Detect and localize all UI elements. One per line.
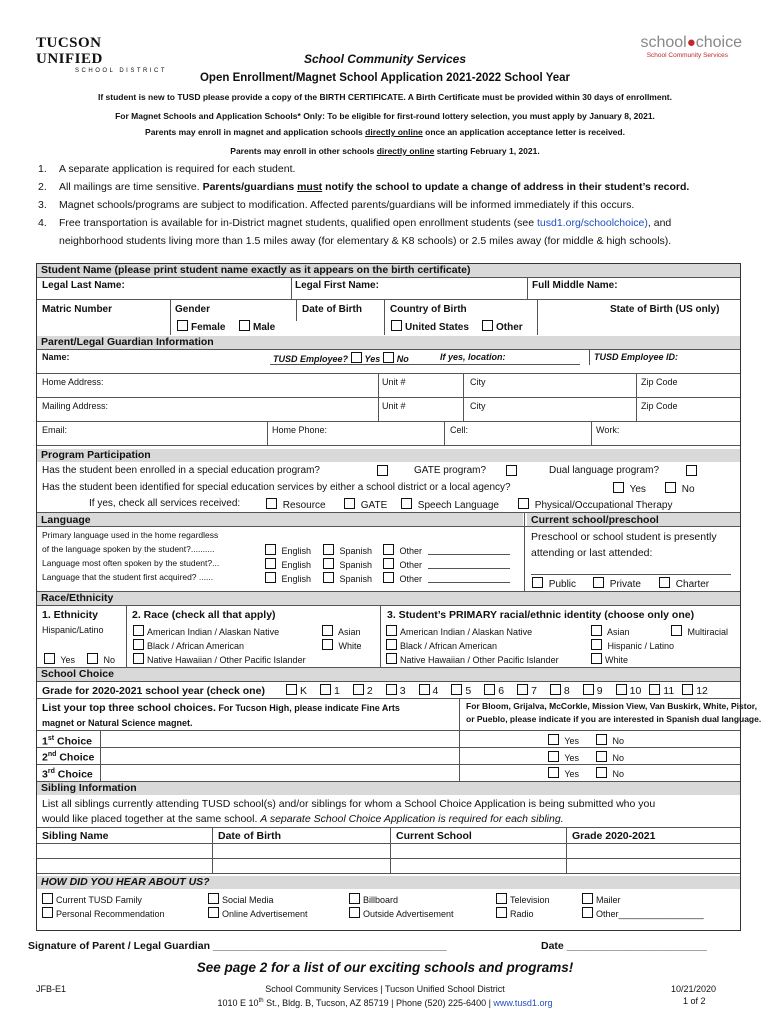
primary-hawaiian[interactable]: Native Hawaiian / Other Pacific Islander — [386, 653, 559, 666]
grade-option-12[interactable] — [682, 684, 708, 697]
grade-8-checkbox[interactable] — [550, 684, 561, 695]
choices-instruction: List your top three school choices. For Tucson High, please indicate Fine Arts — [42, 702, 400, 714]
grade-11-checkbox[interactable] — [649, 684, 660, 695]
grade-label-6: 6 — [498, 685, 505, 697]
label-matric: Matric Number — [42, 304, 113, 315]
grade-label-9: 9 — [596, 685, 603, 697]
rule-1: 1. A separate application is required for each student. — [38, 163, 296, 175]
hispanic-no-checkbox[interactable] — [87, 653, 98, 664]
grade-option-8[interactable] — [550, 684, 570, 697]
grade-7-checkbox[interactable] — [517, 684, 528, 695]
gender-female[interactable]: Female — [177, 320, 225, 334]
grade-4-checkbox[interactable] — [419, 684, 430, 695]
grade-label-10: 10 — [629, 685, 642, 697]
lang3-other-checkbox[interactable] — [383, 572, 394, 583]
grade-1-checkbox[interactable] — [320, 684, 331, 695]
current-private[interactable]: Private — [593, 577, 641, 591]
grade-k-checkbox[interactable] — [286, 684, 297, 695]
logo-sub: School Community Services — [646, 52, 728, 59]
primary-asian[interactable]: Asian — [591, 625, 630, 638]
primary-asian-checkbox[interactable] — [591, 625, 602, 636]
race-white[interactable]: White — [322, 639, 362, 652]
grade-option-6[interactable] — [484, 684, 504, 697]
page-subtitle: Open Enrollment/Magnet School Application 2021-2022 School Year — [199, 72, 570, 84]
gender-male[interactable]: Male — [239, 320, 275, 334]
grade-9-checkbox[interactable] — [583, 684, 594, 695]
choice-2-yes[interactable]: Yes — [548, 751, 579, 764]
grade-option-7[interactable] — [517, 684, 537, 697]
q-gate: GATE program? — [414, 465, 487, 476]
choices-instruction-2: magnet or Natural Science magnet. — [42, 718, 193, 728]
program-section-header: Program Participation — [37, 449, 740, 462]
lang-q3: Language that the student first acquired? ...... — [42, 572, 214, 582]
dual-note-2: or Pueblo, please indicate if you are interested in Spanish dual language. — [466, 714, 762, 724]
lang1-english-checkbox[interactable] — [265, 544, 276, 555]
grade-label-1: 1 — [334, 685, 340, 697]
race-asian[interactable]: Asian — [322, 625, 361, 638]
identified-no-checkbox[interactable] — [665, 482, 676, 493]
label-tusd-employee: TUSD Employee? Yes No — [273, 354, 409, 364]
choice-3-label: 3rd Choice — [42, 768, 93, 781]
lang3-spanish[interactable]: Spanish — [323, 572, 372, 585]
tusd-website-link[interactable]: www.tusd1.org — [493, 998, 553, 1008]
lang2-other-checkbox[interactable] — [383, 558, 394, 569]
race-am-indian-checkbox[interactable] — [133, 625, 144, 636]
race-hawaiian-checkbox[interactable] — [133, 653, 144, 664]
grade-label-7: 7 — [531, 685, 537, 697]
label-country: Country of Birth — [390, 304, 467, 315]
lang2-other[interactable]: Other — [383, 558, 422, 571]
primary-multiracial-checkbox[interactable] — [671, 625, 682, 636]
race-label: 2. Race (check all that apply) — [132, 609, 276, 621]
label-legal-last: Legal Last Name: — [42, 280, 125, 291]
race-asian-checkbox[interactable] — [322, 625, 333, 636]
label-cell: Cell: — [450, 425, 469, 435]
hear-billboard[interactable]: Billboard — [349, 893, 398, 906]
hear-radio-checkbox[interactable] — [496, 907, 507, 918]
choice-3-yes[interactable]: Yes — [548, 767, 579, 780]
service-pt[interactable]: Physical/Occupational Therapy — [518, 498, 672, 512]
choice-1-yes[interactable]: Yes — [548, 734, 579, 747]
choice-1-label: 1st Choice — [42, 735, 93, 748]
current-q2: attending or last attended: — [531, 547, 653, 559]
primary-multiracial[interactable]: Multiracial — [671, 625, 728, 638]
col-sibling-school: Current School — [396, 830, 472, 842]
choice-1-yes-checkbox[interactable] — [548, 734, 559, 745]
choice-2-yes-checkbox[interactable] — [548, 751, 559, 762]
primary-black[interactable]: Black / African American — [386, 639, 497, 652]
label-zip-2: Zip Code — [641, 401, 678, 411]
hear-online-ad-checkbox[interactable] — [208, 907, 219, 918]
apple-icon: ● — [686, 34, 696, 51]
footer-page: 1 of 2 — [683, 996, 706, 1006]
service-speech[interactable]: Speech Language — [401, 498, 499, 512]
label-home-phone: Home Phone: — [272, 425, 328, 435]
race-black-checkbox[interactable] — [133, 639, 144, 650]
label-parent-name: Name: — [42, 352, 70, 362]
choice-3-no[interactable]: No — [596, 767, 624, 780]
grade-option-2[interactable] — [353, 684, 373, 697]
label-full-middle: Full Middle Name: — [532, 280, 618, 291]
lang1-english[interactable]: English — [265, 544, 311, 557]
signature-line[interactable]: Signature of Parent / Legal Guardian ________________________________________ — [28, 940, 447, 952]
dual-note-1: For Bloom, Grijalva, McCorkle, Mission View, Van Buskirk, White, Pistor, — [466, 701, 757, 711]
other-country-checkbox[interactable] — [482, 320, 493, 331]
lang2-english[interactable]: English — [265, 558, 311, 571]
grade-label-4: 4 — [432, 685, 439, 697]
grade-6-checkbox[interactable] — [484, 684, 495, 695]
lang-q1a: Primary language used in the home regardless — [42, 530, 219, 540]
lang2-spanish-checkbox[interactable] — [323, 558, 334, 569]
grade-label-2: 2 — [366, 685, 373, 697]
race-section-header: Race/Ethnicity — [37, 592, 740, 605]
race-white-checkbox[interactable] — [322, 639, 333, 650]
grade-12-checkbox[interactable] — [682, 684, 693, 695]
col-sibling-dob: Date of Birth — [218, 830, 281, 842]
hear-mailer-checkbox[interactable] — [582, 893, 593, 904]
identified-yes-checkbox[interactable] — [613, 482, 624, 493]
tusd-logo-line1: TUCSON UNIFIED — [36, 35, 103, 67]
hear-tusd-family-checkbox[interactable] — [42, 893, 53, 904]
label-unit-2: Unit # — [382, 401, 406, 411]
hear-outside-ad[interactable]: Outside Advertisement — [349, 907, 454, 920]
primary-hawaiian-checkbox[interactable] — [386, 653, 397, 664]
grade-label: Grade for 2020-2021 school year (check one) — [42, 685, 265, 697]
choice-2-no[interactable]: No — [596, 751, 624, 764]
hear-other-checkbox[interactable] — [582, 907, 593, 918]
parent-section-header: Parent/Legal Guardian Information — [37, 336, 740, 349]
rule-2: 2. All mailings are time sensitive. Parents/guardians must notify the school to update a change of address in their student’s record. — [38, 181, 690, 193]
lang2-spanish[interactable]: Spanish — [323, 558, 372, 571]
hispanic-no[interactable]: No — [87, 653, 115, 666]
primary-hispanic-checkbox[interactable] — [591, 639, 602, 650]
promo-text: See page 2 for a list of our exciting schools and programs! — [196, 960, 574, 975]
resource-checkbox[interactable] — [266, 498, 277, 509]
current-school-header: Current school/preschool — [531, 514, 659, 526]
notice-online-other: Parents may enroll in other schools directly online starting February 1, 2021. — [230, 146, 540, 156]
primary-white[interactable]: White — [591, 653, 628, 666]
student-section-header: Student Name (please print student name exactly as it appears on the birth certificate) — [37, 264, 740, 277]
lang3-english-checkbox[interactable] — [265, 572, 276, 583]
label-zip-1: Zip Code — [641, 377, 678, 387]
hear-section-header: HOW DID YOU HEAR ABOUT US? — [37, 876, 740, 889]
lang-q2: Language most often spoken by the student?... — [42, 558, 220, 568]
identified-no[interactable]: No — [665, 482, 695, 496]
grade-option-3[interactable] — [386, 684, 406, 697]
grade-2-checkbox[interactable] — [353, 684, 364, 695]
label-home-address: Home Address: — [42, 377, 104, 387]
label-city-1: City — [470, 377, 486, 387]
primary-white-checkbox[interactable] — [591, 653, 602, 664]
label-city-2: City — [470, 401, 486, 411]
hear-online-ad[interactable]: Online Advertisement — [208, 907, 308, 920]
lang3-spanish-checkbox[interactable] — [323, 572, 334, 583]
col-sibling-name: Sibling Name — [42, 830, 109, 842]
hispanic-yes[interactable]: Yes — [44, 653, 75, 666]
grade-label-k: K — [300, 685, 308, 697]
grade-option-1[interactable] — [320, 684, 340, 697]
q-services: If yes, check all services received: — [89, 498, 241, 509]
grade-3-checkbox[interactable] — [386, 684, 397, 695]
q-dual: Dual language program? — [549, 465, 660, 476]
rule-4-line2: neighborhood students living more than 1.5 miles away (for elementary & K8 schools) or 2.5 miles away (for middle & high schools). — [59, 235, 672, 247]
grade-5-checkbox[interactable] — [451, 684, 462, 695]
page-title: School Community Services — [303, 52, 467, 66]
grade-option-10[interactable] — [616, 684, 642, 697]
country-other[interactable]: Other — [482, 320, 523, 334]
grade-label-11: 11 — [663, 685, 675, 697]
choice-2-label: 2nd Choice — [42, 751, 95, 764]
hear-mailer[interactable]: Mailer — [582, 893, 621, 906]
choice-3-yes-checkbox[interactable] — [548, 767, 559, 778]
language-section-header: Language — [41, 514, 91, 526]
private-checkbox[interactable] — [593, 577, 604, 588]
lang3-english[interactable]: English — [265, 572, 311, 585]
grade-10-checkbox[interactable] — [616, 684, 627, 695]
hear-social[interactable]: Social Media — [208, 893, 274, 906]
tusd-logo-line2: SCHOOL DISTRICT — [75, 68, 167, 74]
q-special-ed: Has the student been enrolled in a special education program? — [42, 465, 320, 476]
grade-label-3: 3 — [399, 685, 406, 697]
label-dob: Date of Birth — [302, 304, 362, 315]
current-public[interactable]: Public — [532, 577, 576, 591]
female-checkbox[interactable] — [177, 320, 188, 331]
hear-outside-ad-checkbox[interactable] — [349, 907, 360, 918]
hear-other[interactable]: Other_________________ — [582, 907, 704, 920]
sibling-text-1: List all siblings currently attending TUSD school(s) and/or siblings for whom a School Choice Application is being submitted who you — [42, 798, 656, 810]
label-employee-id: TUSD Employee ID: — [594, 352, 679, 362]
hear-recommendation[interactable]: Personal Recommendation — [42, 907, 165, 920]
label-email: Email: — [42, 425, 68, 435]
speech-checkbox[interactable] — [401, 498, 412, 509]
grade-label-5: 5 — [465, 685, 472, 697]
hear-tusd-family[interactable]: Current TUSD Family — [42, 893, 142, 906]
current-charter[interactable]: Charter — [659, 577, 709, 591]
sibling-section-header: Sibling Information — [37, 782, 740, 795]
footer-date: 10/21/2020 — [671, 984, 717, 994]
label-legal-first: Legal First Name: — [295, 280, 379, 291]
grade-option-5[interactable] — [451, 684, 471, 697]
rule-3: 3. Magnet schools/programs are subject to modification. Affected parents/guardians will be informed immediately if this occurs. — [38, 199, 635, 211]
footer-line2: 1010 E 10th St., Bldg. B, Tucson, AZ 85719 | Phone (520) 225-6400 | www.tusd1.org — [217, 998, 553, 1008]
race-am-indian[interactable]: American Indian / Alaskan Native — [133, 625, 279, 638]
notice-magnet: For Magnet Schools and Application Schools* Only: To be eligible for first-round lottery selection, you must apply by January 8, 2021. — [115, 111, 655, 121]
current-q1: Preschool or school student is presently — [531, 531, 717, 543]
grade-checkbox-row — [286, 684, 716, 698]
employee-no-checkbox[interactable] — [383, 352, 394, 363]
primary-label: 3. Student’s PRIMARY racial/ethnic identity (choose only one) — [387, 609, 695, 621]
choice-section-header: School Choice — [37, 668, 740, 681]
race-black[interactable]: Black / African American — [133, 639, 244, 652]
grade-option-k[interactable] — [286, 684, 307, 697]
employee-yes-checkbox[interactable] — [351, 352, 362, 363]
hear-radio[interactable]: Radio — [496, 907, 534, 920]
notice-online-magnet: Parents may enroll in magnet and application schools directly online once an application acceptance letter is received. — [145, 127, 625, 137]
dual-checkbox[interactable] — [686, 465, 697, 476]
logo-choice: choice — [695, 34, 742, 51]
label-location: If yes, location: — [440, 352, 506, 362]
lang1-other-checkbox[interactable] — [383, 544, 394, 555]
label-mailing-address: Mailing Address: — [42, 401, 109, 411]
identified-yes[interactable]: Yes — [613, 482, 646, 496]
choice-2-no-checkbox[interactable] — [596, 751, 607, 762]
hispanic-yes-checkbox[interactable] — [44, 653, 55, 664]
ethnicity-label: 1. Ethnicity — [42, 609, 99, 621]
q-identified: Has the student been identified for special education services by either a school district or a local agency? — [42, 482, 511, 493]
lang-q1b: of the language spoken by the student?.......... — [42, 544, 215, 554]
hear-tv-checkbox[interactable] — [496, 893, 507, 904]
grade-option-4[interactable] — [419, 684, 439, 697]
hear-billboard-checkbox[interactable] — [349, 893, 360, 904]
charter-checkbox[interactable] — [659, 577, 670, 588]
lang1-other[interactable]: Other — [383, 544, 422, 557]
primary-hispanic[interactable]: Hispanic / Latino — [591, 639, 674, 652]
footer-line1: School Community Services | Tucson Unified School District — [265, 984, 505, 994]
service-gate[interactable]: GATE — [344, 498, 387, 512]
hispanic-label: Hispanic/Latino — [42, 625, 104, 635]
primary-am-indian[interactable]: American Indian / Alaskan Native — [386, 625, 532, 638]
choice-1-no[interactable]: No — [596, 734, 624, 747]
rule-4: 4. Free transportation is available for in-District magnet students, qualified open enrollment students (see tusd1.org/schoolchoice), and — [38, 217, 672, 229]
hear-social-checkbox[interactable] — [208, 893, 219, 904]
lang2-english-checkbox[interactable] — [265, 558, 276, 569]
label-work: Work: — [596, 425, 620, 435]
choice-3-no-checkbox[interactable] — [596, 767, 607, 778]
primary-am-indian-checkbox[interactable] — [386, 625, 397, 636]
service-resource[interactable]: Resource — [266, 498, 326, 512]
grade-option-9[interactable] — [583, 684, 603, 697]
gate-checkbox[interactable] — [506, 465, 517, 476]
footer-code: JFB-E1 — [36, 984, 67, 994]
hear-recommendation-checkbox[interactable] — [42, 907, 53, 918]
schoolchoice-link[interactable]: tusd1.org/schoolchoice) — [537, 217, 648, 229]
logo-school: school — [640, 34, 687, 51]
race-hawaiian[interactable]: Native Hawaiian / Other Pacific Islander — [133, 653, 306, 666]
label-gender: Gender — [175, 304, 211, 315]
label-unit-1: Unit # — [382, 377, 406, 387]
pt-checkbox[interactable] — [518, 498, 529, 509]
us-checkbox[interactable] — [391, 320, 402, 331]
sibling-text-2: would like placed together at the same school. A separate School Choice Application is required for each sibling. — [42, 813, 564, 825]
hear-tv[interactable]: Television — [496, 893, 550, 906]
male-checkbox[interactable] — [239, 320, 250, 331]
choice-1-no-checkbox[interactable] — [596, 734, 607, 745]
col-sibling-grade: Grade 2020-2021 — [572, 830, 656, 842]
public-checkbox[interactable] — [532, 577, 543, 588]
lang1-spanish[interactable]: Spanish — [323, 544, 372, 557]
lang3-other[interactable]: Other — [383, 572, 422, 585]
grade-option-11[interactable] — [649, 684, 674, 697]
notice-birth-cert: If student is new to TUSD please provide a copy of the BIRTH CERTIFICATE. A Birth Certificate must be provided within 30 days of enrollment. — [98, 92, 672, 102]
date-line[interactable]: Date ________________________ — [541, 940, 707, 952]
grade-label-12: 12 — [696, 685, 708, 697]
grade-label-8: 8 — [563, 685, 570, 697]
label-state-birth: State of Birth (US only) — [610, 304, 720, 315]
primary-black-checkbox[interactable] — [386, 639, 397, 650]
service-gate-checkbox[interactable] — [344, 498, 355, 509]
lang1-spanish-checkbox[interactable] — [323, 544, 334, 555]
special-ed-checkbox[interactable] — [377, 465, 388, 476]
country-us[interactable]: United States — [391, 320, 469, 334]
